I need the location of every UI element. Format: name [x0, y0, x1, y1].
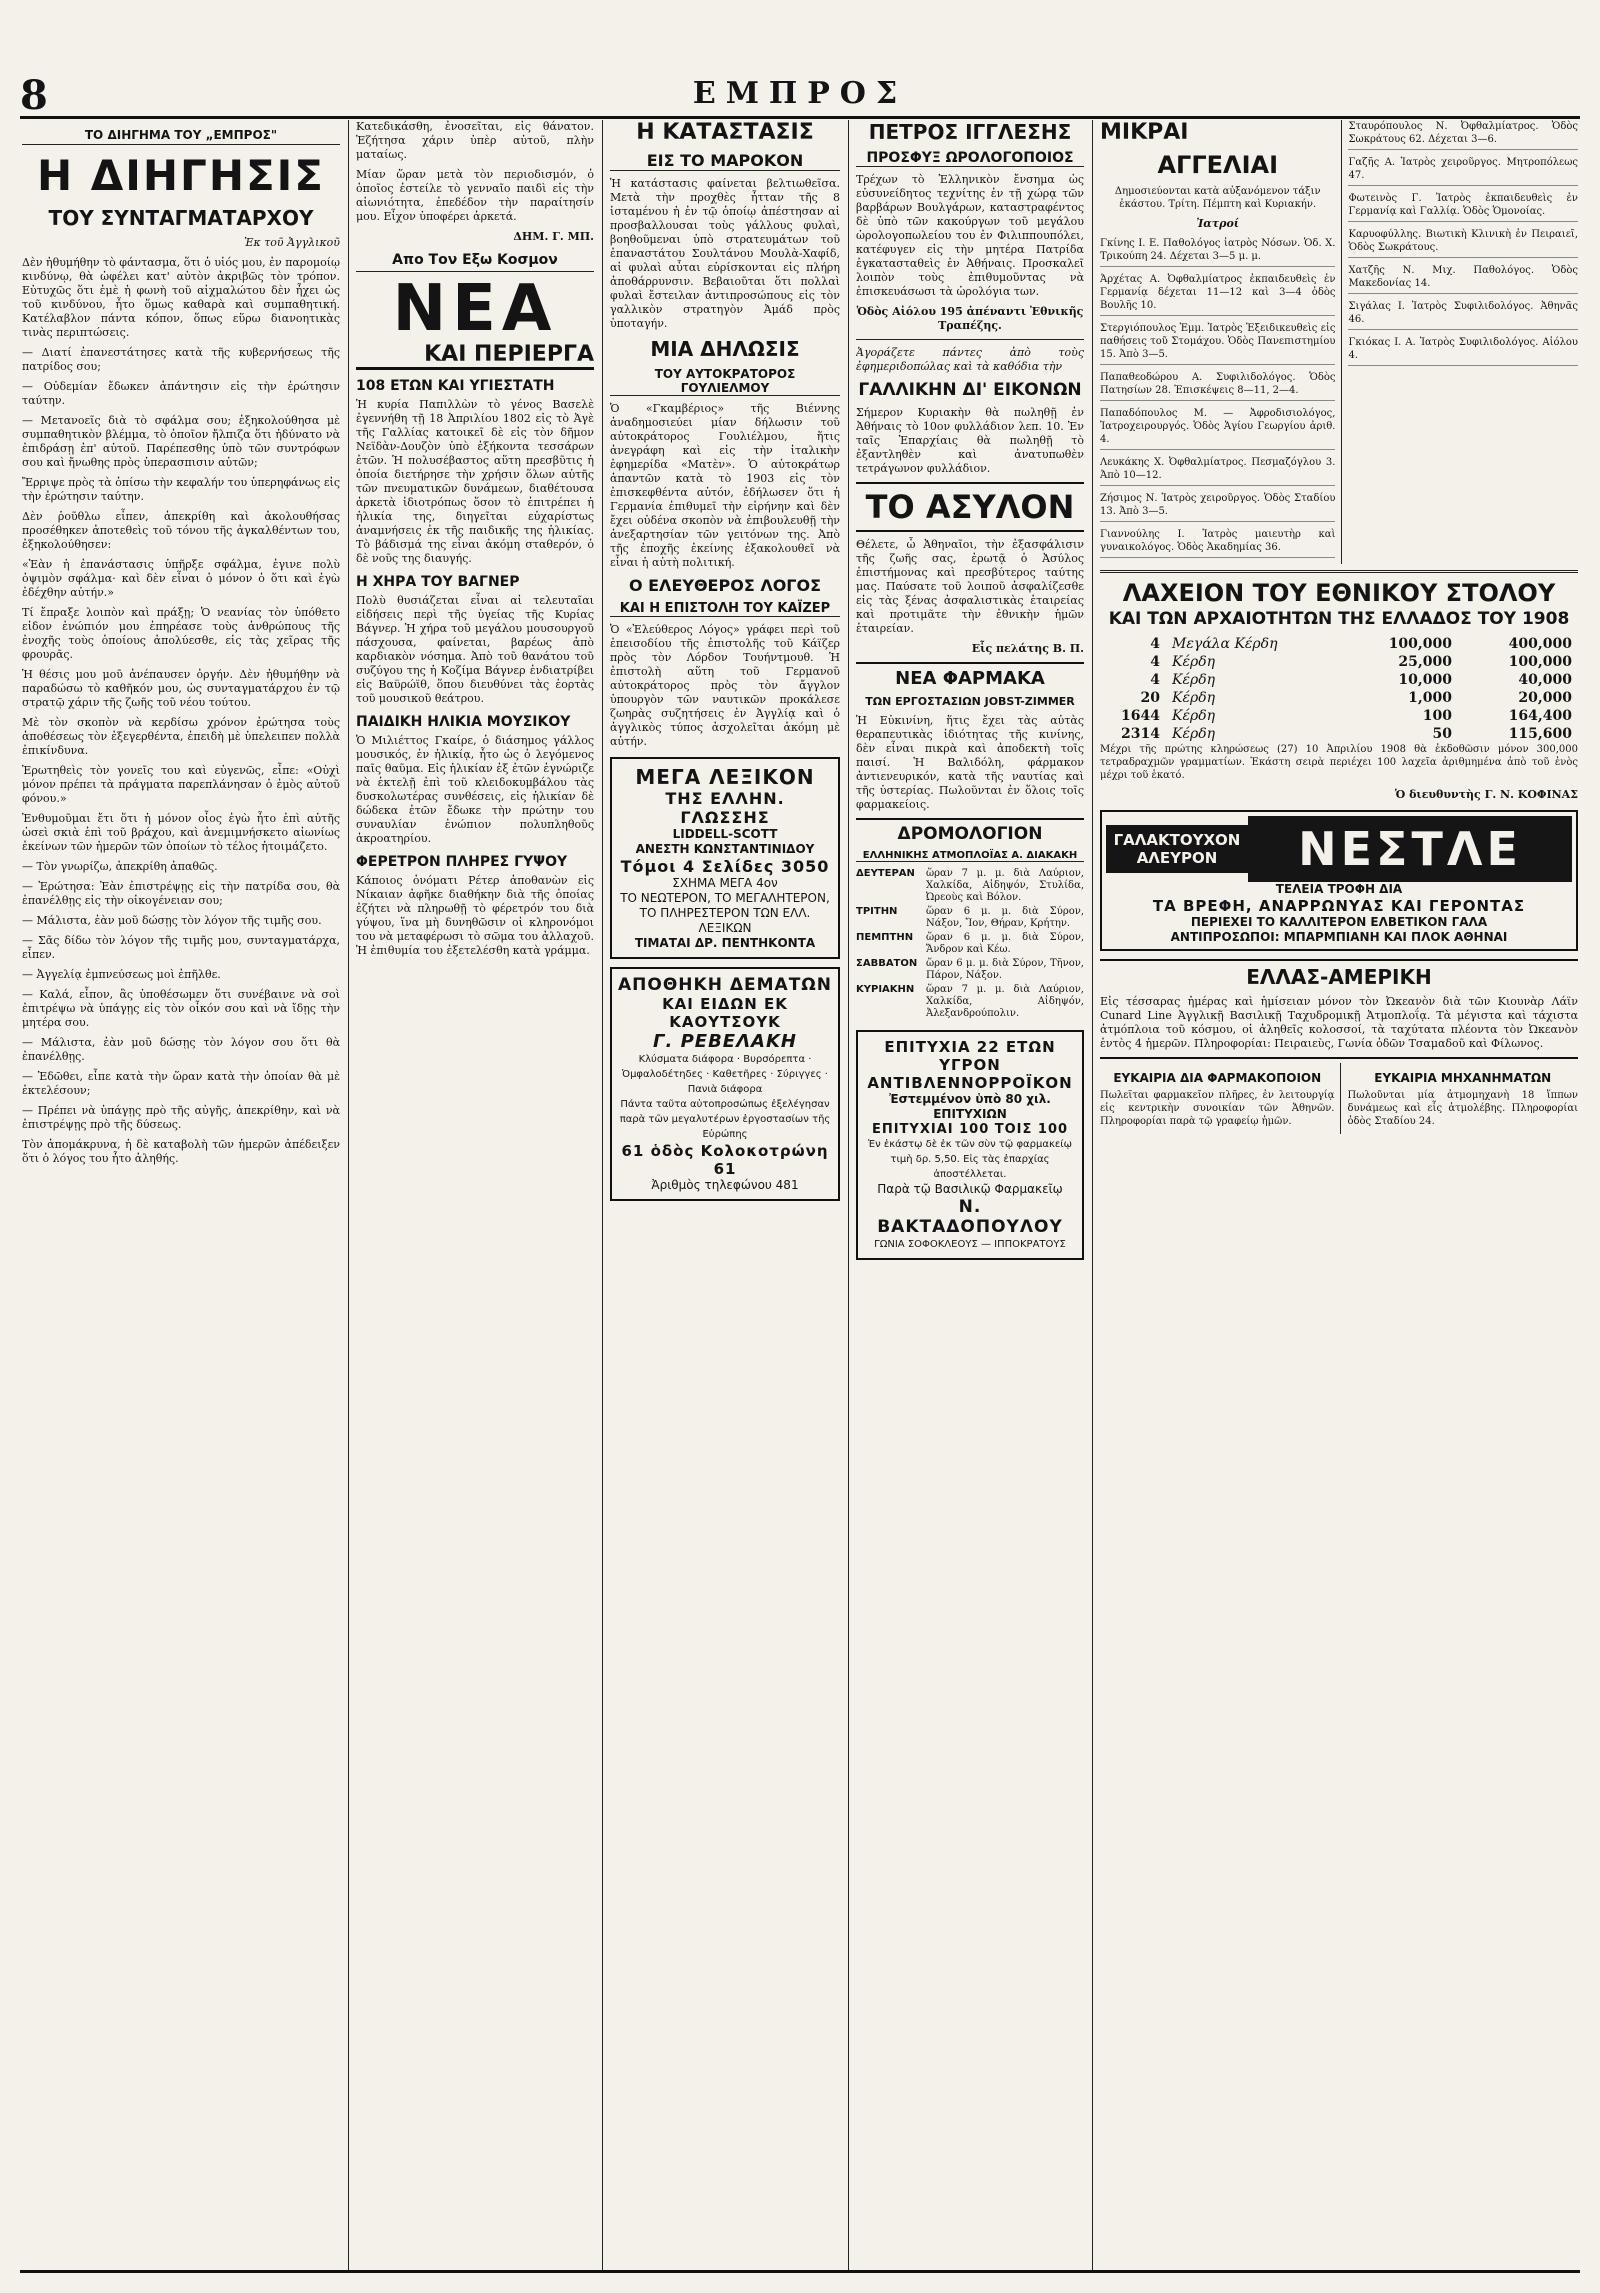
classified-ad: Γκιόκας Ι. Α. Ἰατρὸς Συφιλιδολόγος. Αἰόλου 4.	[1348, 336, 1578, 366]
story-paragraph: — Τὸν γνωρίζω, ἀπεκρίθη ἀπαθῶς.	[22, 860, 218, 873]
column-story	[22, 120, 340, 2270]
schedule-route: ὥραν 6 μ. μ. διὰ Σύρον, Νάξον, Ἴον, Θήραν, Κρήτην.	[926, 906, 1084, 929]
prize-row	[1100, 707, 1578, 725]
column-divider	[348, 120, 349, 2270]
article-text: Θέλετε, ὦ Ἀθηναῖοι, τὴν ἐξασφάλισιν τῆς ζωῆς σας, ἐρωτᾷ ὁ Ἀσύλος ἐπιστήμονας καὶ πρεσβύτερος ταύτης μας. Παύσατε τοῦ λοιποῦ ἀσφαλίζεσθε εἰς τὰς ξένας ἀσφαλιστικὰς ἑταιρείας καὶ προτιμᾶτε τὴν ἐθνικὴν ἡμῶν ἑταιρείαν.	[856, 538, 1084, 635]
news-text: Ὁ Μιλιέττος Γκαίρε, ὁ διάσημος γάλλος μουσικός, ἐν ἡλικίᾳ, ἦτο ὡς ὁ λεγόμενος παῖς θαῦμα. Εἰς ἡλικίαν ἐξ ἐτῶν ἐγνώριζε νὰ ἐκτελῇ ἐπὶ τοῦ κλειδοκυμβάλου τὰς δυσκολωτέρας συνθέσεις, εἰς ἡλικίαν δὲ δώδεκα ἐτῶν ἔδωκε τὴν πρώτην του συναυλίαν ἐνώπιον πολυπληθοῦς ἀκροατηρίου.	[356, 734, 594, 845]
section-subtitle: ΚΑΙ ΠΕΡΙΕΡΓΑ	[356, 342, 594, 370]
story-kicker: ΤΟ ΔΙΗΓΗΜΑ ΤΟΥ „ΕΜΠΡΟΣ"	[22, 128, 340, 145]
nestle-header	[1106, 816, 1572, 882]
prize-count: 20	[1140, 690, 1160, 706]
schedule-route: ὥραν 7 μ. μ. διὰ Λαύριον, Χαλκίδα, Αἰδηψόν, Στυλίδα, Ὠρεοὺς καὶ Βόλον.	[926, 868, 1084, 903]
story-paragraph: — Οὐδεμίαν ἔδωκεν ἀπάντησιν εἰς τὴν ἐρώτησιν ταύτην.	[22, 380, 340, 407]
column-politics	[610, 120, 840, 2270]
dictionary-advertisement	[610, 757, 840, 959]
article-subtitle: ΚΑΙ Η ΕΠΙΣΤΟΛΗ ΤΟΥ ΚΑΪΖΕΡ	[610, 601, 840, 617]
prize-amount: 100,000	[1388, 636, 1452, 652]
classified-ad: Ἀρχέτας Α. Ὀφθαλμίατρος ἐκπαιδευθεὶς ἐν Γερμανίᾳ δέχεται 11—12 καὶ 3—4 ὁδὸς Βουλῆς 10.	[1100, 273, 1335, 316]
quote: Ἀγοράζετε πάντες ἀπὸ τοὺς ἐφημεριδοπώλας καὶ τὰ καθόδια τὴν	[856, 346, 1084, 373]
prize-total: 164,400	[1508, 708, 1572, 724]
shipping-text: Εἰς τέσσαρας ἡμέρας καὶ ἡμίσειαν μόνον τὸν Ὠκεανὸν διὰ τῶν Κιουνὰρ Λάϊν Cunard Line Ἀγγλικῇ Βασιλικῇ Ταχυδρομικῇ Ἀτμοπλοΐᾳ. Τὰ μέγιστα καὶ τάχιστα ἀτμόπλοια τοῦ κόσμου, οἱ ἀληθεῖς κολοσσοί, τὰ ταχύτατα πλέοντα τὸν Ὠκεανὸν ἐντὸς 4 ἡμερῶν. Πληροφορίαι: Πειραιεὺς, Γωνία ὁδῶν Τσαμαδοῦ καὶ Φίλωνος.	[1100, 995, 1578, 1050]
ad-line: LIDDELL-SCOTT	[672, 827, 778, 841]
article-title: ΤΟ ΑΣΥΛΟΝ	[856, 482, 1084, 532]
prize-row	[1100, 635, 1578, 653]
ad-title: ΕΥΚΑΙΡΙΑ ΔΙΑ ΦΑΡΜΑΚΟΠΟΙΟΝ	[1113, 1071, 1322, 1085]
lottery-subtitle: ΚΑΙ ΤΩΝ ΑΡΧΑΙΟΤΗΤΩΝ ΤΗΣ ΕΛΛΑΔΟΣ ΤΟΥ 1908	[1108, 609, 1570, 629]
article-subtitle: ΤΟΥ ΑΥΤΟΚΡΑΤΟΡΟΣ ΓΟΥΛΙΕΛΜΟΥ	[610, 367, 840, 396]
prize-total: 115,600	[1508, 726, 1572, 742]
schedule-day: ΔΕΥΤΕΡΑΝ	[856, 868, 915, 879]
schedule-subtitle: ΕΛΛΗΝΙΚΗΣ ΑΤΜΟΠΛΟΪΑΣ Α. ΔΙΑΚΑΚΗ	[856, 850, 1084, 862]
schedule-day: ΤΡΙΤΗΝ	[856, 906, 898, 917]
ad-line: ΑΠΟΘΗΚΗ ΔΕΜΑΤΩΝ	[618, 975, 832, 995]
classified-ad: Ζήσιμος Ν. Ἰατρὸς χειροῦργος. Ὁδὸς Σταδίου 13. Ἀπὸ 3—5.	[1100, 492, 1335, 522]
classified-ad: Στεργιόπουλος Ἑμμ. Ἰατρὸς Ἐξειδικευθεὶς εἰς παθήσεις τοῦ Στομάχου. Ὁδὸς Πανεπιστημίου 15. Ἀπὸ 3—5.	[1100, 322, 1335, 365]
schedule-route: ὥραν 6 μ. μ. διὰ Σύρον, Ἄνδρον καὶ Κέω.	[926, 932, 1084, 955]
story-paragraph: — Μετανοεῖς διὰ τὸ σφάλμα σου; ἐξηκολούθησα μὲ συμπαθητικὸν βλέμμα, τὸ ὁποῖον ἤλπιζα ὅτι ἠδύνατο νὰ ἐπιδράσῃ ἐπ' αὐτοῦ. Παρέπεσθης ὑπὸ τῶν συντρόφων σου καὶ ἤνωθης πρὸς ὑπερασπισιν αὐτῶν;	[22, 414, 340, 469]
story-paragraph: Τὸν ἀπομάκρυνα, ἡ δὲ καταβολὴ τῶν ἡμερῶν ἀπέδειξεν ὅτι ὁ λόγος του ἦτο ἀληθής.	[22, 1138, 340, 1165]
nestle-advertisement	[1100, 810, 1578, 951]
classifieds-note: Δημοσιεύονται κατὰ αὐξανόμενον τάξιν ἐκάστου. Τρίτη. Πέμπτη καὶ Κυριακήν.	[1114, 186, 1321, 210]
ad-line: ΠΕΡΙΕΧΕΙ ΤΟ ΚΑΛΛΙΤΕΡΟΝ ΕΛΒΕΤΙΚΟΝ ΓΑΛΑ	[1190, 915, 1488, 929]
story-paragraph: Ἐνθυμοῦμαι ἔτι ὅτι ἡ μόνον οἷος ἐγὼ ἦτο ἐπὶ αὐτῆς ὡσεὶ σκιὰ ἐπὶ τοῦ βράχου, καὶ ἀνεμιμνήσκετο αἰωνίως ἐκείνων τῶν ἡμερῶν τῶν ὁποίων τὸ τέλος ἠτοιμάζετο.	[22, 812, 340, 853]
ad-line: ΑΝΤΙΠΡΟΣΩΠΟΙ: ΜΠΑΡΜΠΙΑΝΗ ΚΑΙ ΠΛΟΚ ΑΘΗΝΑΙ	[1170, 930, 1508, 944]
article-text: Τρέχων τὸ Ἑλληνικὸν ἔνσημα ὡς εὐσυνείδητος τεχνίτης ἐν τῇ χώρᾳ τῶν βαρβάρων Βουλγάρων, καταστραφέντος δὲ ὑπὸ τῶν κακούργων τοῦ μεγάλου ὡρολογοπωλείου του ἐν Φιλιππουπόλει, κατέφυγεν εἰς τὴν μητέρα Πατρίδα ἐγκατασταθεὶς ἐν Ἀθήναις. Προσκαλεῖ λοιπὸν τοὺς ἐπιθυμοῦντας νὰ ἐπισκευάσωσι τὰ ὡρολόγια των.	[856, 173, 1084, 298]
schedule-day: ΣΑΒΒΑΤΟΝ	[856, 958, 918, 969]
article-text: Ὁ «Ἐλεύθερος Λόγος» γράφει περὶ τοῦ ἐπεισοδίου τῆς ἐπιστολῆς τοῦ Κάϊζερ πρὸς τὸν Λόρδον Τουήντμουθ. Ἡ ἐπιστολὴ αὕτη τοῦ Γερμανοῦ αὐτοκράτορος πρὸς τὸν ἄγγλον ὑπουργὸν τῶν ναυτικῶν προκάλεσε ζωηρὰς συζητήσεις ἐν Ἀγγλίᾳ καὶ ὁ ἀγγλικὸς τύπος ἀσχολεῖται ἀκόμη μὲ αὐτήν.	[610, 623, 840, 748]
masthead	[20, 70, 1580, 119]
rubber-goods-advertisement	[610, 967, 840, 1201]
news-text: Πολὺ θυσιάζεται εἶναι αἱ τελευταῖαι εἰδήσεις περὶ τῆς ὑγείας τῆς Κυρίας Βάγνερ. Ἡ χήρα τοῦ μεγάλου μουσουργοῦ πάσχουσα, φαίνεται, βαρέως ἀπὸ καρδιακὸν νόσημα. Ἀπὸ τοῦ θανάτου τοῦ συζύγου της ἡ Κοζίμα Βάγνερ ἐνδιατρίβει εἰς Βαϋρώϊθ, ὅπου διευθύνει τὰς ἑορτὰς τοῦ μουσικοῦ θεάτρου.	[356, 594, 594, 705]
story-paragraph: — Ἐρώτησα: Ἐὰν ἐπιστρέψῃς εἰς τὴν πατρίδα σου, θὰ ἐπανέλθῃς εἰς τὴν οἰκογένειαν σου;	[22, 880, 340, 907]
prize-label: Κέρδη	[1172, 672, 1216, 688]
ad-line: ΥΓΡΟΝ ΑΝΤΙΒΛΕΝΝΟΡΡΟΪΚΟΝ	[867, 1056, 1073, 1092]
prize-amount: 50	[1432, 726, 1452, 742]
article-subtitle: ΕΙΣ ΤΟ ΜΑΡΟΚΟΝ	[610, 151, 840, 171]
classifieds-right	[1341, 120, 1578, 564]
ad-line: ΤΕΛΕΙΑ ΤΡΟΦΗ ΔΙΑ	[1275, 882, 1403, 896]
prize-row	[1100, 653, 1578, 671]
story-subtitle: ΤΟΥ ΣΥΝΤΑΓΜΑΤΑΡΧΟΥ	[48, 206, 314, 230]
story-author: Ἐκ τοῦ Ἀγγλικοῦ	[244, 236, 340, 249]
schedule-row	[856, 958, 1084, 982]
ad-line: ΤΙΜΑΤΑΙ ΔΡ. ΠΕΝΤΗΚΟΝΤΑ	[634, 936, 816, 950]
address: Ὁδὸς Αἰόλου 195 ἀπέναντι Ἐθνικῆς Τραπέζης.	[856, 305, 1084, 332]
signature: ΔΗΜ. Γ. ΜΠ.	[513, 230, 594, 243]
news-headline: ΠΑΙΔΙΚΗ ΗΛΙΚΙΑ ΜΟΥΣΙΚΟΥ	[356, 714, 571, 730]
ad-line: ΤΟ ΝΕΩΤΕΡΟΝ, ΤΟ ΜΕΓΑΛΗΤΕΡΟΝ, ΤΟ ΠΛΗΡΕΣΤΕΡΟΝ ΤΩΝ ΕΛΛ. ΛΕΞΙΚΩΝ	[620, 891, 830, 935]
story-paragraph: — Μάλιστα, ἐὰν μοῦ δώσῃς τὸν λόγον τῆς τιμῆς σου.	[22, 914, 322, 927]
schedule-row	[856, 984, 1084, 1020]
ad-text: Πωλεῖται φαρμακεῖον πλῆρες, ἐν λειτουργίᾳ εἰς κεντρικὴν συνοικίαν τῶν Ἀθηνῶν. Πληροφορίαι παρὰ τῷ γραφείῳ ἡμῶν.	[1100, 1090, 1335, 1127]
article-title: ΠΕΤΡΟΣ ΙΓΓΛΕΣΗΣ	[868, 120, 1072, 144]
story-title: Η ΔΙΗΓΗΣΙΣ	[37, 151, 325, 200]
prize-amount: 1,000	[1408, 690, 1452, 706]
ad-line: Ἀριθμὸς τηλεφώνου 481	[651, 1178, 799, 1192]
prize-total: 40,000	[1518, 672, 1572, 688]
ad-line: Ν. ΒΑΚΤΑΔΟΠΟΥΛΟΥ	[877, 1197, 1063, 1237]
classified-ad: Παπαθεοδώρου Α. Συφιλιδολόγος. Ὁδὸς Πατησίων 28. Ἐπισκέψεις 8—11, 2—4.	[1100, 371, 1335, 401]
ad-line: ΕΠΙΤΥΧΙΑ 22 ΕΤΩΝ	[884, 1038, 1056, 1056]
prize-amount: 10,000	[1398, 672, 1452, 688]
prize-total: 400,000	[1508, 636, 1572, 652]
article-title: ΜΙΑ ΔΗΛΩΣΙΣ	[650, 337, 800, 361]
classifieds-left	[1100, 120, 1341, 564]
story-continuation	[356, 120, 594, 224]
lottery-signature: Ὁ διευθυντὴς Γ. Ν. ΚΟΦΙΝΑΣ	[1394, 788, 1578, 801]
prize-label: Κέρδη	[1172, 654, 1216, 670]
prize-label: Μεγάλα Κέρδη	[1172, 636, 1278, 652]
story-paragraph: — Σᾶς δίδω τὸν λόγον τῆς τιμῆς μου, συνταγματάρχα, εἶπεν.	[22, 934, 340, 961]
ad-line: ΤΗΣ ΕΛΛΗΝ. ΓΛΩΣΣΗΣ	[665, 789, 785, 827]
prize-label: Κέρδη	[1172, 708, 1216, 724]
story-paragraph: — Ἐδῶθει, εἶπε κατὰ τὴν ὥραν κατὰ τὴν ὁποίαν θὰ μὲ ἐκτελέσουν;	[22, 1070, 340, 1097]
article-title: ΝΕΑ ΦΑΡΜΑΚΑ	[856, 662, 1084, 689]
masthead-rule	[20, 116, 1580, 119]
story-paragraph: Κατεδικάσθη, ἐνοσεῖται, εἰς θάνατον. Ἐζήτησα χάριν ὑπὲρ αὐτοῦ, πλὴν ματαίως.	[356, 120, 594, 161]
classified-list	[1100, 237, 1335, 558]
article-text: Ἡ Εὐκινίνη, ἥτις ἔχει τὰς αὐτὰς θεραπευτικὰς ἰδιότητας τῆς κινίνης, δὲν εἶναι πικρὰ καὶ ἀποδεκτὴ τοῖς παισί. Ἡ Βαλιδόλη, φάρμακον ἀντιενευρικόν, κατὰ τῆς ναυτίας καὶ τῆς ὑστερίας. Πωλοῦνται ἐν ὅλοις τοῖς φαρμακείοις.	[856, 714, 1084, 811]
pharmacy-ad	[1100, 1063, 1340, 1134]
column-news	[356, 120, 594, 2270]
prize-label: Κέρδη	[1172, 726, 1216, 742]
classified-ad: Γαζῆς Α. Ἰατρὸς χειροῦργος. Μητροπόλεως 47.	[1348, 156, 1578, 186]
classified-ad: Καρυοφύλλης. Βιωτικὴ Κλινικὴ ἐν Πειραιεῖ, Ὁδὸς Σωκράτους.	[1348, 228, 1578, 258]
classifieds-title: ΜΙΚΡΑΙ	[1100, 120, 1189, 145]
ad-line: ΓΩΝΙΑ ΣΟΦΟΚΛΕΟΥΣ — ΙΠΠΟΚΡΑΤΟΥΣ	[874, 1239, 1066, 1250]
prize-count: 4	[1150, 672, 1160, 688]
story-paragraph: — Ἀγγελίᾳ ἐμπνεύσεως μοὶ ἐπῆλθε.	[22, 968, 221, 981]
prize-table	[1100, 635, 1578, 743]
shipping-title: ΕΛΛΑΣ-ΑΜΕΡΙΚΗ	[1100, 959, 1578, 989]
page-number: 8	[20, 72, 48, 119]
story-paragraph: Μὲ τὸν σκοπὸν νὰ κερδίσω χρόνον ἐρώτησα τοὺς ἀποθέσεως τὸν ἐξεγερθέντα, ἐπειδὴ μὲ ὑπελειπεν πολλὰ ἐπικίνδυνα.	[22, 716, 340, 757]
ad-line: 61 ὁδὸς Κολοκοτρώνη 61	[621, 1142, 829, 1178]
section-kicker: Απο Τον Εξω Κοσμον	[356, 252, 594, 272]
classified-ad: Σιγάλας Ι. Ἰατρὸς Συφιλιδολόγος. Ἀθηνᾶς 46.	[1348, 300, 1578, 330]
prize-row	[1100, 671, 1578, 689]
signature: Εἷς πελάτης Β. Π.	[971, 642, 1084, 655]
news-text: Ἡ κυρία Παπιλλὼν τὸ γένος Βασελὲ ἐγεννήθη τῇ 18 Ἀπριλίου 1802 εἰς τὸ Ἀγὲ τῆς Γαλλίας κατοικεῖ δὲ εἰς τὸν δῆμον Νεϊδὰν-Δουζὸν ὑπὸ ἐξήκοντα τεσσάρων ἐτῶν. Ἡ πολυσέβαστος αὕτη πρεσβῦτις ἡ ὁποία διετήρησε τὴν χρήσιν ὅλων αὐτῆς τῶν πνευματικῶν δυνάμεων, διαθέτουσα ἀρκετὰ ἰδιοτρόπως ὅσον τὸ ἐπιτρέπει ἡ ἡλικία της, διηγεῖται εὐχαρίστως ἀναμνήσεις ἐκ τῆς παιδικῆς της ἡλικίας. Τὸ βάδισμά της εἶναι ἀκόμη σταθερόν, ὁ δὲ νοῦς της διαυγής.	[356, 398, 594, 565]
nestle-product: ΓΑΛΑΚΤΟΥΧΟΝ ΑΛΕΥΡΟΝ	[1106, 825, 1248, 873]
prize-amount: 100	[1422, 708, 1452, 724]
column-divider	[848, 120, 849, 2270]
schedule-day: ΠΕΜΠΤΗΝ	[856, 932, 914, 943]
story-paragraph: Ἡ θέσις μου μοῦ ἀνέπαυσεν ὀργήν. Δὲν ἠθυμήθην νὰ παραδώσω τὸ καθῆκόν μου, ὡς συνταγματάρχου ἐν τῷ στρατῷ χάριν τῆς ζωῆς τοῦ νέου τούτου.	[22, 668, 340, 709]
schedule-title: ΔΡΟΜΟΛΟΓΙΟΝ	[856, 818, 1084, 844]
ad-line: Τόμοι 4 Σελίδες 3050	[620, 857, 830, 876]
ad-line: Πάντα ταῦτα αὐτοπροσώπως ἐξελέγησαν παρὰ τῶν μεγαλυτέρων ἐργοστασίων τῆς Εὐρώπης	[619, 1099, 831, 1140]
classified-ad: Παπαδόπουλος Μ. — Ἀφροδισιολόγος, Ἰατροχειρουργός. Ὁδὸς Ἁγίου Γεωργίου ἀριθ. 4.	[1100, 407, 1335, 450]
machinery-ad	[1340, 1063, 1578, 1134]
article-subtitle: ΠΡΟΣΦΥΞ ΩΡΟΛΟΓΟΠΟΙΟΣ	[856, 150, 1084, 167]
column-local	[856, 120, 1084, 2270]
column-divider	[602, 120, 603, 2270]
prize-total: 20,000	[1518, 690, 1572, 706]
story-paragraph: Δὲν ῥοῦθλω εἶπεν, ἀπεκρίθη καὶ ἀκολουθήσας προσέθηκεν ἀποτεθεὶς τοῦ τόνου τῆς ἀγκαλθέντων του, ἐξηκολούθησεν:	[22, 510, 340, 551]
classifieds-subtitle: ΑΓΓΕΛΙΑΙ	[1157, 151, 1279, 179]
story-paragraph: Μίαν ὥραν μετὰ τὸν περιοδισμόν, ὁ ὁποῖος ἐστείλε τὸ γενναῖο παιδὶ εἰς τὴν αἰωνιότητα, ἐπεδέδον τὴν παραίτησίν μου. Εἶχον ὑποφέρει ἀρκετά.	[356, 168, 594, 223]
lottery-title: ΛΑΧΕΙΟΝ ΤΟΥ ΕΘΝΙΚΟΥ ΣΤΟΛΟΥ	[1122, 579, 1556, 607]
article-title: ΓΑΛΛΙΚΗΝ ΔΙ' ΕΙΚΟΝΩΝ	[858, 380, 1082, 400]
small-ads-row	[1100, 1057, 1578, 1134]
medicine-advertisement	[856, 1030, 1084, 1260]
ad-line: ΚΑΙ ΕΙΔΩΝ ΕΚ ΚΑΟΥΤΣΟΥΚ	[662, 995, 788, 1031]
lottery-text: Μέχρι τῆς πρώτης κληρώσεως (27) 10 Ἀπριλίου 1908 θὰ ἐκδοθῶσιν μόνον 300,000 τετραδραχμῶν γραμματίων. Ἐκάστη σειρὰ περιέχει 100 λαχεῖα ἀριθμημένα ἀπὸ τοῦ ἑνὸς μέχρι τοῦ ἑκατό.	[1100, 744, 1578, 781]
divider	[856, 339, 1084, 340]
prize-amount: 25,000	[1398, 654, 1452, 670]
section-title: ΝΕΑ	[392, 272, 558, 346]
prize-total: 100,000	[1508, 654, 1572, 670]
classified-ad: Λευκάκης Χ. Ὀφθαλμίατρος. Πεσμαζόγλου 3. Ἀπὸ 10—12.	[1100, 456, 1335, 486]
article-text: Σήμερον Κυριακὴν θὰ πωληθῇ ἐν Ἀθήναις τὸ 10ον φυλλάδιον λεπ. 10. Ἐν ταῖς Ἐπαρχίαις θὰ πωληθῇ τὸ ἐξαντληθὲν καὶ ἀνατυπωθὲν τετράγωνον φυλλάδιον.	[856, 406, 1084, 475]
story-paragraph: Ἔρριψε πρὸς τὰ ὀπίσω τὴν κεφαλήν του ὑπερηφάνως εἰς τὴν ἐρώτησιν ταύτην.	[22, 476, 340, 503]
nestle-brand: ΝΕΣΤΛΕ	[1248, 816, 1572, 882]
ad-line: ΣΧΗΜΑ ΜΕΓΑ 4ον	[672, 876, 778, 890]
news-text: Κάποιος ὀνόματι Ρέτερ ἀποθανὼν εἰς Νίκαιαν ἀφῆκε διαθήκην διὰ τῆς ὁποίας ἐζήτει νὰ πληρωθῇ τὸ φέρετρόν του διὰ γύψου, ἵνα μὴ δυνηθῶσιν οἱ κληρονόμοι του νὰ μεταφέρωσι τὸ σῶμα του ἀλλαχοῦ. Ἡ ἐπιθυμία του ἐξετελέσθη κατὰ γράμμα.	[356, 874, 594, 957]
classified-ad: Χατζῆς Ν. Μιχ. Παθολόγος. Ὁδὸς Μακεδονίας 14.	[1348, 264, 1578, 294]
classified-ad: Γκίνης Ι. Ε. Παθολόγος ἰατρὸς Νόσων. Ὁδ. Χ. Τρικούπη 24. Δέχεται 3—5 μ. μ.	[1100, 237, 1335, 267]
ad-line: ΜΕΓΑ ΛΕΞΙΚΟΝ	[635, 765, 815, 789]
schedule-route: ὥραν 7 μ. μ. διὰ Λαύριον, Χαλκίδα, Αἰδηψόν, Ἀλεξανδρούπολιν.	[926, 984, 1084, 1019]
news-headline: 108 ΕΤΩΝ ΚΑΙ ΥΓΙΕΣΤΑΤΗ	[356, 378, 555, 394]
classifieds-section: Ἰατροί	[1196, 217, 1240, 230]
ad-line: Ἐστεμμένον ὑπὸ 80 χιλ. ΕΠΙΤΥΧΙΩΝ	[889, 1092, 1051, 1121]
prize-label: Κέρδη	[1172, 690, 1216, 706]
ad-line: Ἐν ἑκάστῳ δὲ ἐκ τῶν σὺν τῷ φαρμακείῳ τιμὴ δρ. 5,50. Εἰς τὰς ἐπαρχίας ἀποστέλλεται.	[867, 1139, 1073, 1180]
lottery-advertisement	[1100, 579, 1578, 802]
column-divider	[1092, 120, 1093, 2270]
schedule-row	[856, 868, 1084, 904]
classified-list	[1348, 120, 1578, 366]
ad-line: Γ. ΡΕΒΕΛΑΚΗ	[653, 1031, 797, 1052]
footer-rule	[20, 2270, 1580, 2273]
schedule-row	[856, 906, 1084, 930]
ad-line: ΤΑ ΒΡΕΦΗ, ΑΝΑΡΡΩΝΥΑΣ ΚΑΙ ΓΕΡΟΝΤΑΣ	[1152, 897, 1526, 915]
news-headline: ΦΕΡΕΤΡΟΝ ΠΛΗΡΕΣ ΓΥΨΟΥ	[356, 854, 568, 870]
story-paragraph: — Μάλιστα, ἐὰν μοῦ δώσῃς τὸν λόγον σου ὅτι θὰ ἐπανέλθῃς.	[22, 1036, 340, 1063]
schedule-day: ΚΥΡΙΑΚΗΝ	[856, 984, 915, 995]
ad-line: Παρὰ τῷ Βασιλικῷ Φαρμακεῖῳ	[877, 1182, 1063, 1196]
article-subtitle: ΤΩΝ ΕΡΓΟΣΤΑΣΙΩΝ JOBST-ZIMMER	[865, 695, 1075, 708]
prize-row	[1100, 725, 1578, 743]
ad-line: ΕΠΙΤΥΧΙΑΙ 100 ΤΟΙΣ 100	[871, 1122, 1069, 1137]
prize-row	[1100, 689, 1578, 707]
ferry-schedule	[856, 868, 1084, 1020]
classifieds-block	[1100, 120, 1578, 564]
article-title: Η ΚΑΤΑΣΤΑΣΙΣ	[636, 120, 814, 145]
divider	[1100, 570, 1578, 573]
story-paragraph: Δὲν ἠθυμήθην τὸ φάντασμα, ὅτι ὁ υἱός μου, ἐν παρομοίῳ κινδύνῳ, θὰ ὠφέλει κατ' αὐτὸν ἀκριβῶς τὸν τρόπον. Εὐτυχῶς ὅτι ἐμὲ ἡ φωνὴ τοῦ αἰχμαλώτου δὲν ἦχει ὡς τοῦ κινδύνου, ἦτο ὅμως καθαρὰ καὶ συμπαθητική. Κατέλαβλον πάντα κόπον, ὅπως εὕρω διανοητικὰς τινὰς περιπτώσεις.	[22, 256, 340, 339]
ad-line: ΑΝΕΣΤΗ ΚΩΝΣΤΑΝΤΙΝΙΔΟΥ	[635, 842, 815, 856]
classified-ad: Σταυρόπουλος Ν. Ὀφθαλμίατρος. Ὁδὸς Σωκράτους 62. Δέχεται 3—6.	[1348, 120, 1578, 150]
story-paragraph: — Καλά, εἶπον, ἂς ὑποθέσωμεν ὅτι συνέβαινε νὰ σοὶ ἐπιτρέψω νὰ ὑπάγῃς εἰς τὸν οἶκόν σου καὶ νὰ ἴδῃς τὴν μητέρα σου.	[22, 988, 340, 1029]
news-headline: Η ΧΗΡΑ ΤΟΥ ΒΑΓΝΕΡ	[356, 574, 520, 590]
prize-count: 4	[1150, 636, 1160, 652]
story-paragraph: Ἐρωτηθεὶς τὸν γονεῖς του καὶ εὐγενῶς, εἶπε: «Οὐχὶ μόνον πρέπει τὰ πράγματα παρεπλάνησαν ὁ ἐμὸς αὐτοῦ φόνου.»	[22, 764, 340, 805]
story-paragraph: — Διατί ἐπανεστάτησες κατὰ τῆς κυβερνήσεως τῆς πατρίδος σου;	[22, 346, 340, 373]
article-text: Ὁ «Γκαμβέριος» τῆς Βιέννης ἀναδημοσιεύει μίαν δήλωσιν τοῦ αὐτοκράτορος Γουλιέλμου, ἥτις ἀνεγράφη καὶ εἰς τὴν ἰταλικὴν ἐφημερίδα «Ματὲν». Ὁ αὐτοκράτωρ ἀπαντῶν κατὰ τὸ 1903 εἰς τὸν ἐπισκεφθέντα αὐτόν, ἐδήλωσεν ὅτι ἡ Γερμανία ἐπιθυμεῖ τὴν εἰρήνην καὶ δὲν ἔχει οὐδένα σκοπὸν νὰ ἐπιβουλευθῇ τὴν ἀνεξαρτησίαν τῶν γειτόνων της. Ἀπὸ τῆς ἐποχῆς ἐκείνης ἐξακολουθεῖ νὰ εἶναι ἡ αὐτὴ πολιτική.	[610, 402, 840, 569]
article-title: Ο ΕΛΕΥΘΕΡΟΣ ΛΟΓΟΣ	[628, 576, 822, 595]
schedule-row	[856, 932, 1084, 956]
article-text: Ἡ κατάστασις φαίνεται βελτιωθεῖσα. Μετὰ τὴν προχθὲς ἧτταν τῆς 8 ἰσταμένου ἡ ἐν τῷ ὁποίῳ ἀπέστησαν αἱ προσβαλλουσαι τοὺς γάλλους φυλαὶ, βοηθοῦμεναι ὑπὸ στρατευμάτων τοῦ ἐπαναστάτου Σουλτάνου Μουλὰ-Χαφίδ, αἱ φυλαὶ αὗται εὑρίσκονται εἰς πλήρη ἀποθάρρυνσιν. Βεβαιοῦται ὅτι πολλαὶ φυλαὶ ἔστειλαν ἀντιπροσώπους εἰς τὸν γαλλικὸν στρατηγὸν Ἀμάδ πρὸς ὑποταγήν.	[610, 177, 840, 330]
story-body	[22, 256, 340, 1166]
ad-text: Πωλοῦνται μία ἀτμομηχανὴ 18 ἵππων δυνάμεως καὶ εἷς ἀτμολέβης. Πληροφορίαι ὁδὸς Σταδίου 24.	[1347, 1090, 1578, 1127]
story-paragraph: «Ἐὰν ἡ ἐπανάστασις ὑπῆρξε σφάλμα, ἐγινε πολὺ ὀψιμὸν σφάλμα· καὶ δὲν εἶναι ὁ μόνον ὁ ὅτι καὶ ἐγὼ ἐδέχθην αὐτήν.»	[22, 558, 340, 599]
schedule-route: ὥραν 6 μ. μ. διὰ Σύρον, Τῆνον, Πάρον, Νάξον.	[926, 958, 1084, 981]
classified-ad: Φωτεινὸς Γ. Ἰατρὸς ἐκπαιδευθεὶς ἐν Γερμανίᾳ καὶ Γαλλίᾳ. Ὁδὸς Ὁμονοίας.	[1348, 192, 1578, 222]
classified-ad: Γιαννούλης Ι. Ἰατρὸς μαιευτὴρ καὶ γυναικολόγος. Ὁδὸς Ἀκαδημίας 36.	[1100, 528, 1335, 558]
column-classifieds	[1100, 120, 1578, 2270]
prize-count: 2314	[1121, 726, 1160, 742]
prize-count: 4	[1150, 654, 1160, 670]
story-paragraph: Τί ἔπραξε λοιπὸν καὶ πράξῃ; Ὁ νεανίας τὸν ὑπόθετο εἰδον ἐνώπιόν μου ἐπηρέασε τοὺς ἀνθρώπους τῆς ἐνοχῆς τοὺς ὁποίους ἀπολύεσθε, εἰς τὰς χεῖρας τῆς φρουρᾶς.	[22, 606, 340, 661]
ad-title: ΕΥΚΑΙΡΙΑ ΜΗΧΑΝΗΜΑΤΩΝ	[1374, 1071, 1552, 1085]
paper-name: ΕΜΠΡΟΣ	[692, 76, 908, 111]
prize-count: 1644	[1121, 708, 1160, 724]
story-paragraph: — Πρέπει νὰ ὑπάγῃς πρὸ τῆς αὐγῆς, ἀπεκρίθην, καὶ νὰ ἐπιστρέψῃς πρὸ τῆς δύσεως.	[22, 1104, 340, 1131]
ad-line: Κλύσματα διάφορα · Βυρσόρεπτα · Ὀμφαλοδέτηδες · Καθετῆρες · Σύριγγες · Πανιὰ διάφορα	[622, 1054, 828, 1095]
